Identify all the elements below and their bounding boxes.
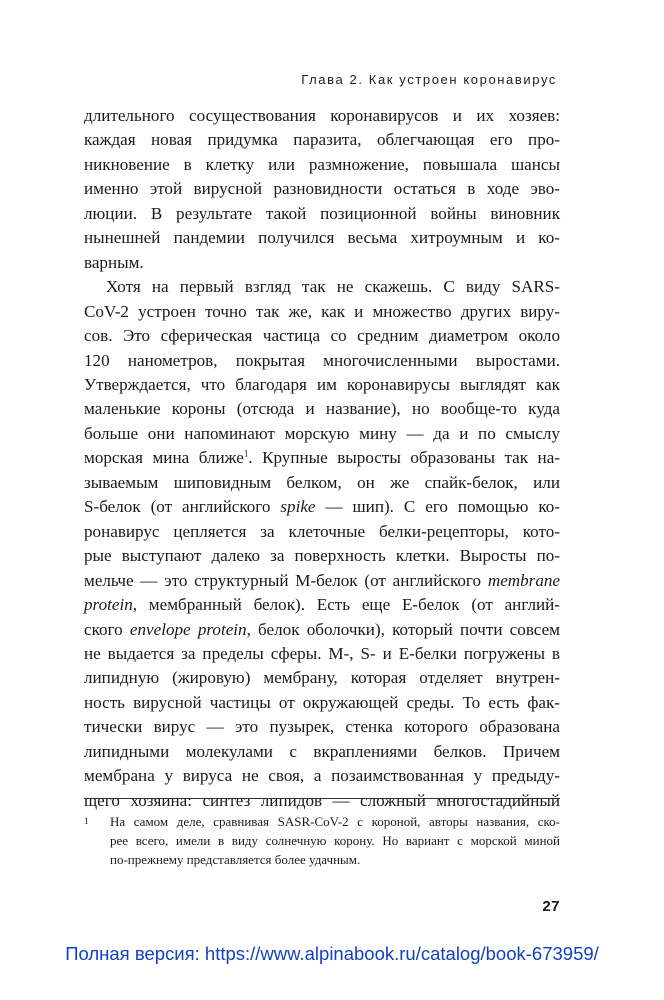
footnote-line: по-прежнему представляется более удачным. — [110, 852, 361, 867]
text-line: ронавирус цепляется за клеточные белки-рецепторы, кото- — [84, 521, 560, 541]
text-line: нынешней пандемии получился весьма хитроумным и ко- — [84, 228, 560, 248]
text-line: каждая новая придумка паразита, облегчающая его про- — [84, 130, 560, 150]
running-head: Глава 2. Как устроен коронавирус — [301, 72, 557, 87]
text-segment: мельче — это структурный M-белок (от английского — [84, 570, 488, 590]
text-line — [84, 593, 560, 617]
text-line: именно этой вирусной разновидности остаться в ходе эво- — [84, 179, 560, 199]
text-line — [84, 446, 560, 470]
text-segment: S-белок (от английского — [84, 497, 281, 517]
text-line — [84, 569, 560, 593]
text-line: ность вирусной частицы от окружающей среды. То есть фак- — [84, 692, 560, 712]
footnote-line: На самом деле, сравнивая SASR-CoV-2 с короной, авторы названия, ско- — [110, 814, 560, 829]
text-line: сов. Это сферическая частица со средним диаметром около — [84, 326, 560, 346]
text-line: липидную (жировую) мембрану, которая отделяет внутрен- — [84, 668, 560, 688]
text-line: липидными молекулами с вкраплениями белков. Причем — [84, 741, 560, 761]
text-line: длительного сосуществования коронавирусов и их хозяев: — [84, 106, 560, 125]
text-segment: . Крупные выросты образованы так на- — [248, 448, 560, 468]
text-line: CoV-2 устроен точно так же, как и множество других виру- — [84, 301, 560, 321]
text-line: рые выступают далеко за поверхность клетки. Выросты по- — [84, 546, 560, 566]
text-segment: , мембранный белок). Есть еще E-белок (от англий- — [132, 595, 560, 615]
text-segment-italic: membrane — [487, 570, 560, 590]
text-line: люции. В результате такой позиционной войны виновник — [84, 203, 560, 223]
text-segment: — шип). С его помощью ко- — [315, 497, 560, 517]
footnote-mark: 1 — [84, 816, 89, 826]
text-segment: , белок оболочки), который почти совсем — [246, 619, 560, 639]
text-line: не выдается за пределы сферы. M-, S- и E-белки погружены в — [84, 643, 560, 663]
text-line: щего хозяина: синтез липидов — сложный многостадийный — [84, 790, 560, 810]
text-segment: ского — [84, 619, 130, 639]
footnote — [84, 812, 560, 869]
text-segment-italic: spike — [280, 497, 316, 517]
footnote-ref[interactable]: 1 — [243, 448, 249, 459]
text-line: мембрана у вируса не своя, а позаимствованная у предыду- — [84, 766, 560, 786]
text-line — [84, 618, 560, 642]
text-line: тически вирус — это пузырек, стенка которого образована — [84, 717, 560, 737]
text-line: маленькие короны (отсюда и название), но вообще-то куда — [84, 399, 560, 419]
footnote-text — [110, 812, 560, 869]
full-version-link[interactable]: Полная версия: https://www.alpinabook.ru/catalog/book-673959/ — [65, 943, 599, 964]
text-line: 120 нанометров, покрытая многочисленными выростами. — [84, 350, 560, 370]
text-segment-italic: envelope protein — [129, 619, 247, 639]
footnote-divider — [84, 798, 560, 799]
text-line: варным. — [84, 252, 144, 272]
text-line — [84, 495, 560, 519]
text-line: никновение в клетку или размножение, повышала шансы — [84, 154, 560, 174]
text-line: Утверждается, что благодаря им коронавирусы выглядят как — [84, 374, 560, 394]
text-segment: морская мина ближе — [84, 448, 244, 468]
text-line: Хотя на первый взгляд так не скажешь. С виду SARS- — [106, 277, 560, 297]
footnote-line: рее всего, имели в виду солнечную корону. Но вариант с морской миной — [110, 833, 560, 848]
text-line: больше они напоминают морскую мину — да и по смыслу — [84, 423, 560, 443]
body-text — [84, 104, 560, 813]
text-segment-italic: protein — [84, 595, 133, 615]
text-line: зываемым шиповидным белком, он же спайк-белок, или — [84, 472, 560, 492]
page-number: 27 — [542, 898, 560, 915]
